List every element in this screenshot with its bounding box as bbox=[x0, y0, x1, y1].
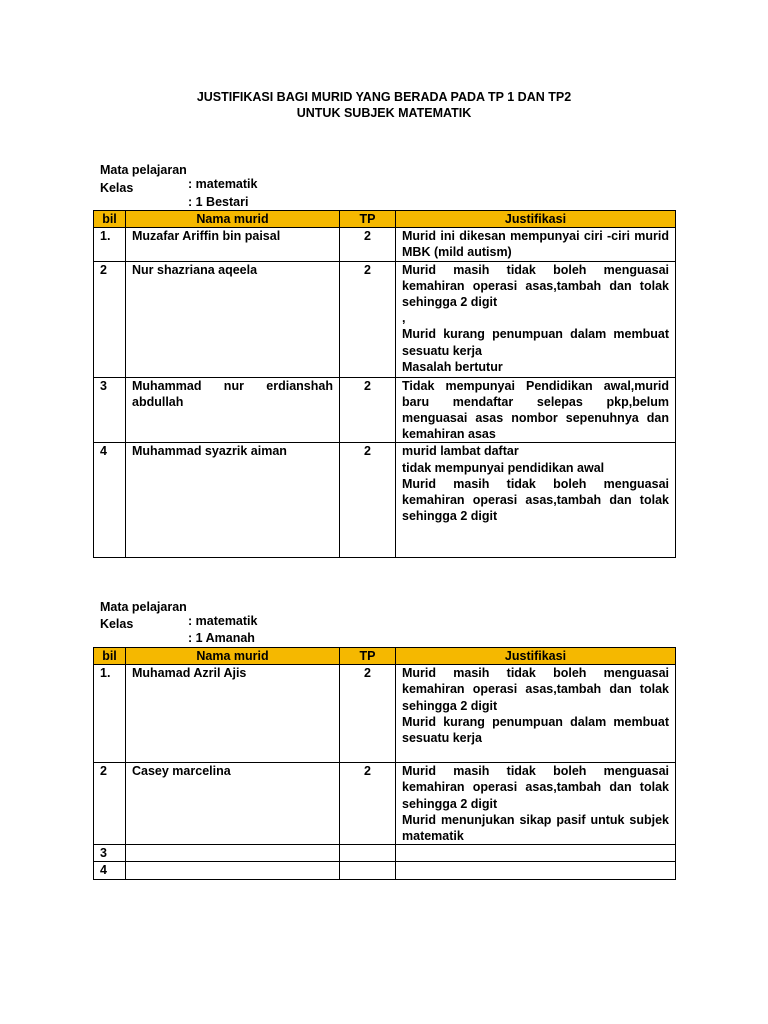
cell-justifikasi bbox=[396, 377, 676, 443]
subject-value: : matematik bbox=[188, 614, 258, 628]
cell-nama-murid bbox=[126, 845, 340, 862]
header-tp: TP bbox=[340, 648, 396, 665]
cell-bil: 1. bbox=[94, 228, 126, 261]
justifikasi-line: Murid masih tidak boleh menguasai kemahiran operasi asas,tambah dan tolak sehingga 2 digit bbox=[402, 666, 669, 713]
table-row bbox=[94, 763, 676, 845]
cell-justifikasi bbox=[396, 443, 676, 558]
justifikasi-line: Murid masih tidak boleh menguasai kemahiran operasi asas,tambah dan tolak sehingga 2 digit bbox=[402, 764, 669, 811]
justifikasi-line: , bbox=[402, 311, 406, 326]
table-row bbox=[94, 443, 676, 558]
student-table-bestari bbox=[93, 210, 676, 558]
cell-bil: 4 bbox=[94, 443, 126, 558]
cell-bil: 3 bbox=[94, 377, 126, 443]
cell-justifikasi bbox=[396, 763, 676, 845]
table-row bbox=[94, 261, 676, 377]
class-value: : 1 Amanah bbox=[188, 631, 255, 645]
cell-nama-murid: Muzafar Ariffin bin paisal bbox=[126, 228, 340, 261]
justifikasi-line: Murid menunjukan sikap pasif untuk subjek matematik bbox=[402, 812, 669, 844]
cell-justifikasi bbox=[396, 862, 676, 879]
table-row bbox=[94, 862, 676, 879]
cell-tp bbox=[340, 862, 396, 879]
justifikasi-line: murid lambat daftar bbox=[402, 444, 519, 459]
justifikasi-line: tidak mempunyai pendidikan awal bbox=[402, 460, 605, 475]
cell-tp: 2 bbox=[340, 261, 396, 377]
cell-tp: 2 bbox=[340, 377, 396, 443]
justifikasi-line: Murid ini dikesan mempunyai ciri -ciri murid MBK (mild autism) bbox=[402, 229, 669, 260]
cell-tp: 2 bbox=[340, 665, 396, 763]
cell-nama-murid: Casey marcelina bbox=[126, 763, 340, 845]
cell-tp: 2 bbox=[340, 228, 396, 261]
cell-nama-murid: Muhammad nur erdianshah abdullah bbox=[126, 377, 340, 443]
cell-bil: 2 bbox=[94, 261, 126, 377]
cell-bil: 2 bbox=[94, 763, 126, 845]
subject-label: Mata pelajaran bbox=[99, 163, 187, 177]
subject-value: : matematik bbox=[188, 177, 258, 191]
cell-nama-murid bbox=[126, 862, 340, 879]
cell-bil: 4 bbox=[94, 862, 126, 879]
justifikasi-line: Murid kurang penumpuan dalam membuat sesuatu kerja bbox=[402, 714, 669, 746]
table-row bbox=[94, 845, 676, 862]
cell-nama-murid: Nur shazriana aqeela bbox=[126, 261, 340, 377]
header-justifikasi: Justifikasi bbox=[396, 211, 676, 228]
subject-label: Mata pelajaran bbox=[99, 600, 187, 614]
cell-tp bbox=[340, 845, 396, 862]
header-bil: bil bbox=[94, 211, 126, 228]
table-row bbox=[94, 665, 676, 763]
header-justifikasi: Justifikasi bbox=[396, 648, 676, 665]
class-label: Kelas bbox=[99, 181, 134, 195]
header-tp: TP bbox=[340, 211, 396, 228]
justifikasi-line: Murid kurang penumpuan dalam membuat sesuatu kerja bbox=[402, 327, 669, 358]
justifikasi-line: Murid masih tidak boleh menguasai kemahiran operasi asas,tambah dan tolak sehingga 2 digit bbox=[402, 262, 669, 310]
justifikasi-line: Murid masih tidak boleh menguasai kemahiran operasi asas,tambah dan tolak sehingga 2 digit bbox=[402, 476, 669, 524]
header-bil: bil bbox=[94, 648, 126, 665]
cell-nama-murid: Muhamad Azril Ajis bbox=[126, 665, 340, 763]
header-nama-murid: Nama murid bbox=[126, 648, 340, 665]
document-title-line2: UNTUK SUBJEK MATEMATIK bbox=[296, 106, 472, 120]
cell-tp: 2 bbox=[340, 763, 396, 845]
cell-justifikasi bbox=[396, 845, 676, 862]
document-title-line1: JUSTIFIKASI BAGI MURID YANG BERADA PADA TP 1 DAN TP2 bbox=[196, 90, 572, 104]
class-label: Kelas bbox=[99, 617, 134, 631]
table-header-row bbox=[94, 211, 676, 228]
cell-justifikasi bbox=[396, 228, 676, 261]
header-nama-murid: Nama murid bbox=[126, 211, 340, 228]
student-table-amanah bbox=[93, 647, 676, 880]
justifikasi-line: Masalah bertutur bbox=[402, 359, 503, 374]
cell-bil: 1. bbox=[94, 665, 126, 763]
cell-justifikasi bbox=[396, 261, 676, 377]
table-row bbox=[94, 228, 676, 261]
class-value: : 1 Bestari bbox=[188, 195, 249, 209]
table-header-row bbox=[94, 648, 676, 665]
cell-nama-murid: Muhammad syazrik aiman bbox=[126, 443, 340, 558]
table-row bbox=[94, 377, 676, 443]
cell-bil: 3 bbox=[94, 845, 126, 862]
justifikasi-line: Tidak mempunyai Pendidikan awal,murid baru mendaftar selepas pkp,belum menguasai asas nombor sepenuhnya dan kemahiran asas bbox=[402, 378, 669, 442]
cell-tp: 2 bbox=[340, 443, 396, 558]
cell-justifikasi bbox=[396, 665, 676, 763]
